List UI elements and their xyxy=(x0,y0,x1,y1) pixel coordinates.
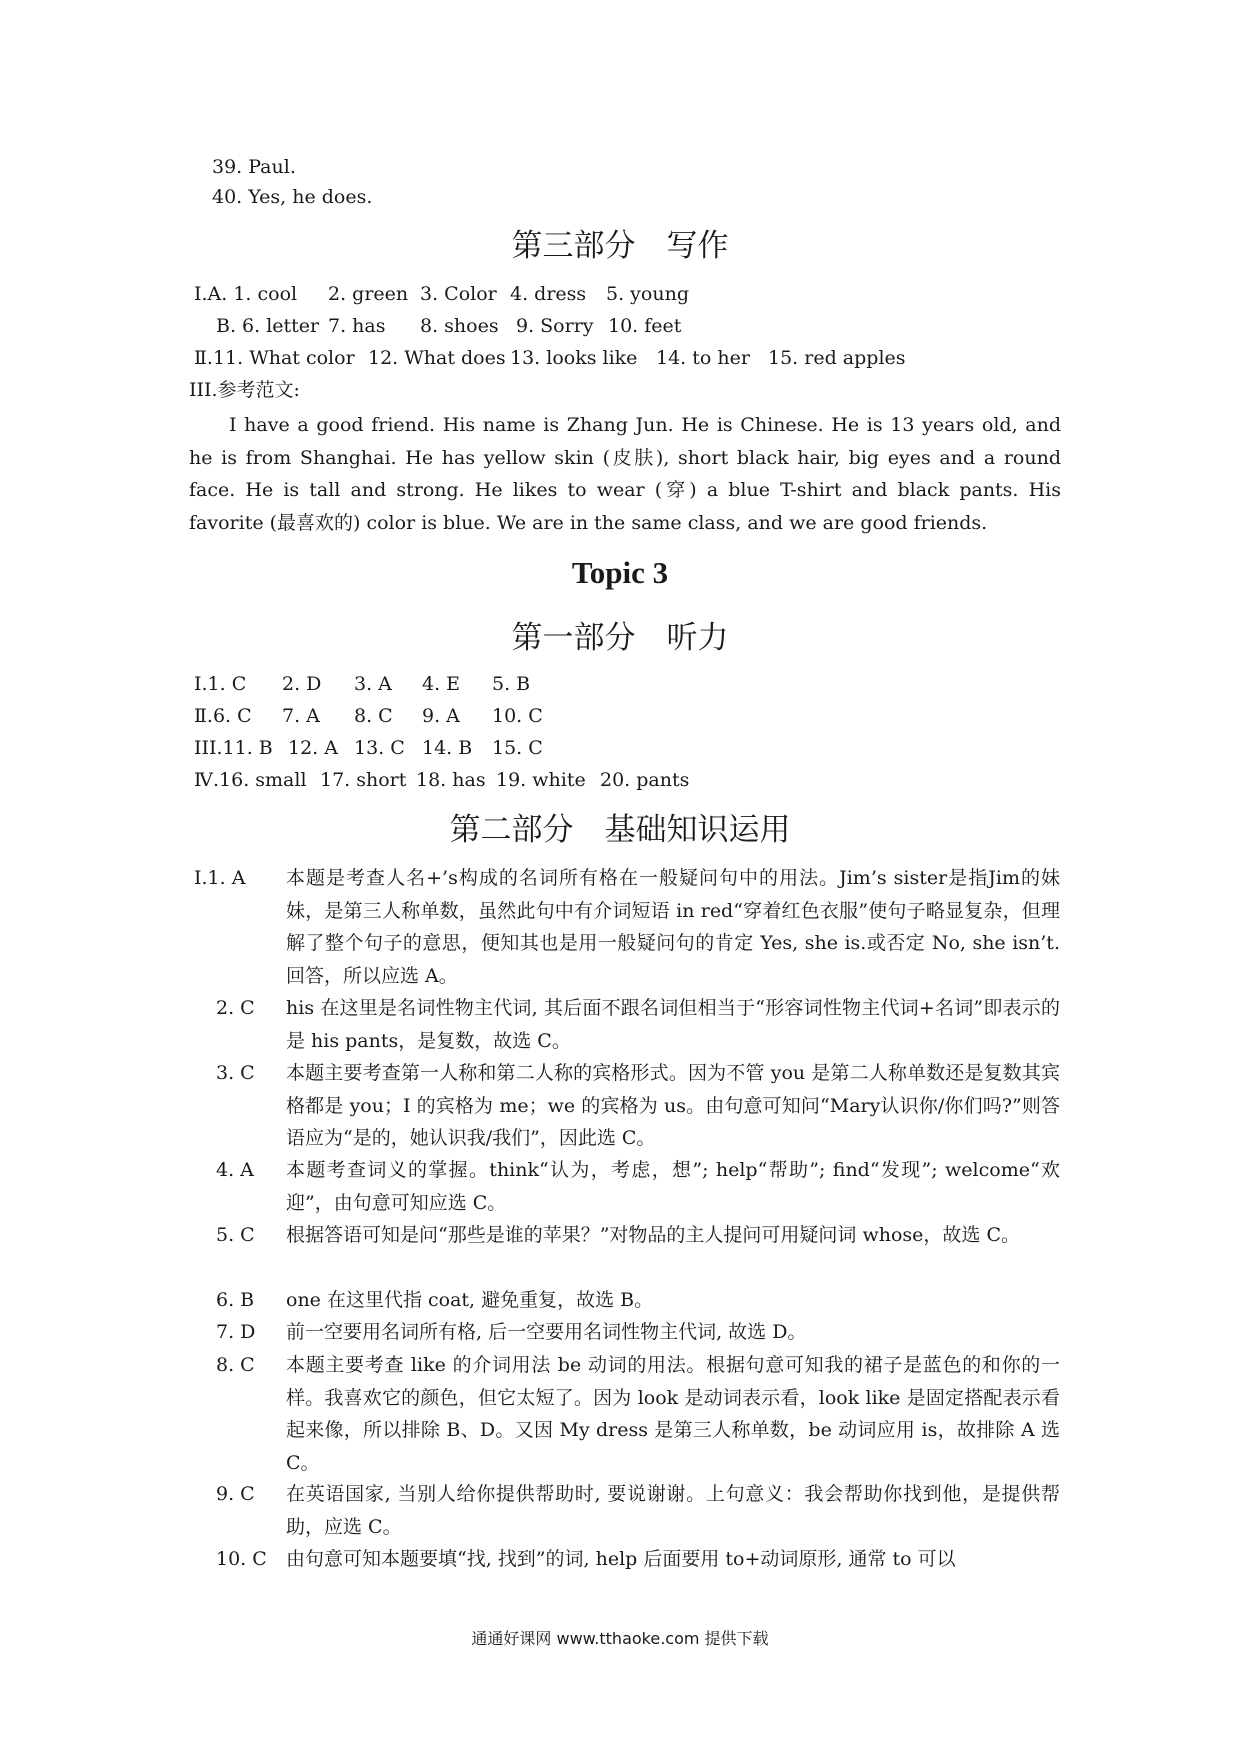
question-number: 6. B xyxy=(216,1289,255,1311)
question-explanation: 本题是考查人名+’s构成的名词所有格在一般疑问句中的用法。Jim’s sister是指Jim的妹妹，是第三人称单数，虽然此句中有介词短语 in red“穿着红色衣服”使句子略显复杂，但理解了整个句子的意思，便知其也是用一般疑问句的肯定 Yes, she is.或否定 No, she isn’t. 回答，所以应选 A。 xyxy=(286,867,1060,987)
sample-essay xyxy=(189,409,1061,539)
answer-cell: 5. B xyxy=(492,673,531,695)
question-explanation: 根据答语可知是问“那些是谁的苹果？”对物品的主人提问可用疑问词 whose，故选 C。 xyxy=(286,1224,1020,1246)
answer-cell: 2. D xyxy=(282,673,322,695)
answer-cell: 18. has xyxy=(416,769,486,791)
answer-cell: 9. A xyxy=(422,705,460,727)
answer-cell: Ⅱ.11. What color xyxy=(194,347,355,369)
answer-cell: 9. Sorry xyxy=(516,315,594,337)
question-number: 4. A xyxy=(216,1159,254,1181)
question-explanation: 本题主要考查 like 的介词用法 be 动词的用法。根据句意可知我的裙子是蓝色的和你的一样。我喜欢它的颜色，但它太短了。因为 look 是动词表示看，look like 是固定搭配表示看起来像，所以排除 B、D。又因 My dress 是第三人称单数，be 动词应用 is，故排除 A 选 C。 xyxy=(286,1354,1060,1474)
answer-cell: B. 6. letter xyxy=(216,315,320,337)
question-explanation: 前一空要用名词所有格, 后一空要用名词性物主代词, 故选 D。 xyxy=(286,1321,807,1343)
question-explanation: 由句意可知本题要填“找, 找到”的词, help 后面要用 to+动词原形, 通常 to 可以 xyxy=(286,1548,956,1570)
answer-cell: 7. A xyxy=(282,705,320,727)
question-number: 3. C xyxy=(216,1062,255,1084)
answer-cell: 12. A xyxy=(288,737,338,759)
answer-cell: Ⅰ.1. C xyxy=(194,673,247,695)
writing-row-4: III.参考范文: xyxy=(189,379,300,401)
question-explanation: his 在这里是名词性物主代词, 其后面不跟名词但相当于“形容词性物主代词+名词”即表示的是 his pants，是复数，故选 C。 xyxy=(286,997,1060,1052)
question-number: 8. C xyxy=(216,1354,255,1376)
answer-cell: Ⅳ.16. small xyxy=(194,769,307,791)
answer-cell: 12. What does xyxy=(368,347,506,369)
section-title-basic: 第二部分 基础知识运用 xyxy=(449,812,791,848)
question-number: 7. D xyxy=(216,1321,256,1343)
answer-cell: 13. C xyxy=(354,737,405,759)
question-number: 9. C xyxy=(216,1483,255,1505)
topic-title: Topic 3 xyxy=(571,555,669,590)
question-number: 5. C xyxy=(216,1224,255,1246)
answer-cell: 3. A xyxy=(354,673,392,695)
answer-39: 39. Paul. xyxy=(212,156,296,178)
answer-cell: Ⅰ.A. 1. cool xyxy=(194,283,298,305)
answer-cell: 8. shoes xyxy=(420,315,499,337)
answer-cell: 4. dress xyxy=(510,283,587,305)
answer-cell: 10. C xyxy=(492,705,543,727)
answer-cell: Ⅱ.6. C xyxy=(194,705,252,727)
answer-cell: 20. pants xyxy=(600,769,690,791)
question-explanation: one 在这里代指 coat, 避免重复，故选 B。 xyxy=(286,1289,654,1311)
question-number: 10. C xyxy=(216,1548,267,1570)
sample-essay-text: I have a good friend. His name is Zhang Jun. He is Chinese. He is 13 years old, and he is from Shanghai. He has yellow skin (皮肤), short black hair, big eyes and a round face. He is tall and strong. He likes to wear (穿) a blue T-shirt and black pants. His favorite (最喜欢的) color is blue. We are in the same class, and we are good friends. xyxy=(189,414,1061,534)
answer-cell: III.11. B xyxy=(194,737,273,759)
answer-cell: 2. green xyxy=(328,283,409,305)
answer-cell: 15. C xyxy=(492,737,543,759)
question-explanation: 在英语国家, 当别人给你提供帮助时, 要说谢谢。上句意义：我会帮助你找到他，是提供帮助，应选 C。 xyxy=(286,1483,1060,1538)
section-title-writing: 第三部分 写作 xyxy=(511,228,729,264)
answer-cell: 3. Color xyxy=(420,283,497,305)
answer-cell: 17. short xyxy=(320,769,407,791)
answer-cell: 14. B xyxy=(422,737,473,759)
question-number: Ⅰ.1. A xyxy=(194,867,246,889)
question-number: 2. C xyxy=(216,997,255,1019)
answer-cell: 19. white xyxy=(496,769,586,791)
answer-cell: 10. feet xyxy=(608,315,682,337)
answer-cell: 14. to her xyxy=(656,347,750,369)
section-title-listening: 第一部分 听力 xyxy=(511,620,729,656)
footer-credit: 通通好课网 www.tthaoke.com 提供下载 xyxy=(471,1629,769,1648)
answer-cell: 8. C xyxy=(354,705,393,727)
answer-40: 40. Yes, he does. xyxy=(212,186,373,208)
answer-cell: 5. young xyxy=(606,283,689,305)
answer-cell: 15. red apples xyxy=(768,347,906,369)
question-explanation: 本题考查词义的掌握。think“认为，考虑，想”; help“帮助”; find“发现”; welcome“欢迎”，由句意可知应选 C。 xyxy=(286,1159,1060,1214)
answer-cell: 4. E xyxy=(422,673,461,695)
answer-cell: 13. looks like xyxy=(510,347,638,369)
question-explanation: 本题主要考查第一人称和第二人称的宾格形式。因为不管 you 是第二人称单数还是复数其宾格都是 you；I 的宾格为 me；we 的宾格为 us。由句意可知问“Mary认识你/你们吗?”则答语应为“是的，她认识我/我们”，因此选 C。 xyxy=(286,1062,1060,1149)
answer-cell: 7. has xyxy=(328,315,386,337)
